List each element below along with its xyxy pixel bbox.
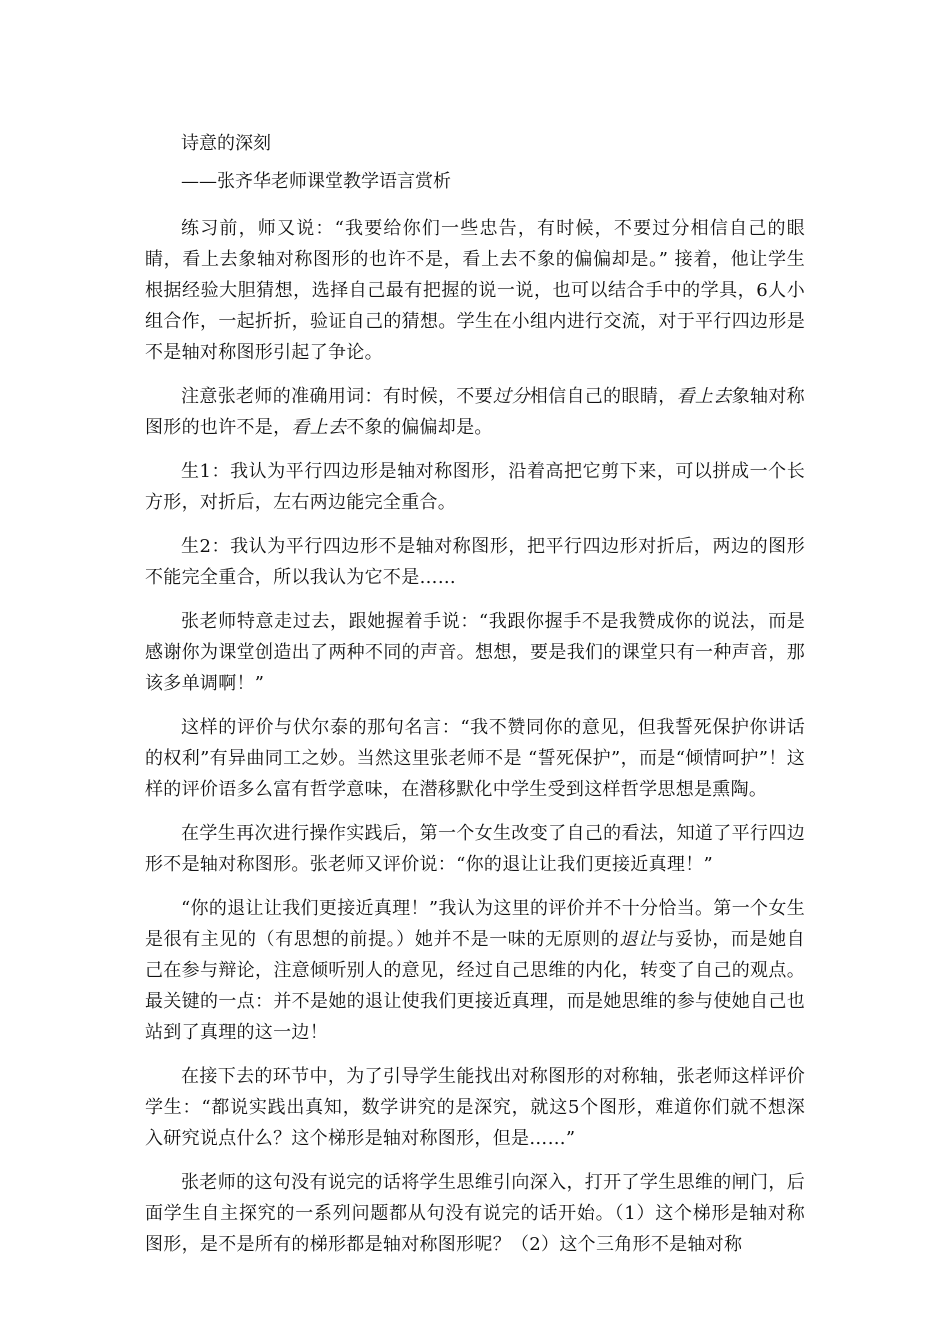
document-page [145, 120, 805, 1260]
document-title: 诗意的深刻 [181, 133, 271, 154]
paragraph-10: 张老师的这句没有说完的话将学生思维引向深入，打开了学生思维的闸门，后面学生自主探究的一系列问题都从句没有说完的话开始。（1）这个梯形是轴对称图形，是不是所有的梯形都是轴对称图形呢？（2）这个三角形不是轴对称 [145, 1172, 805, 1255]
paragraph-4: 生2：我认为平行四边形不是轴对称图形，把平行四边形对折后，两边的图形不能完全重合，所以我认为它不是…… [145, 536, 805, 588]
paragraph-2-text-1: 注意张老师的准确用词：有时候，不要 [181, 386, 494, 407]
paragraph-6: 这样的评价与伏尔泰的那句名言：“我不赞同你的意见，但我誓死保护你讲话的权利”有异曲同工之妙。当然这里张老师不是 “誓死保护”，而是“倾情呵护”！这样的评价语多么富有哲学意味，在潜移默化中学生受到这样哲学思想是熏陶。 [145, 717, 805, 800]
paragraph-8-emphasis-1: 退让 [619, 929, 657, 950]
paragraph-7: 在学生再次进行操作实践后，第一个女生改变了自己的看法，知道了平行四边形不是轴对称图形。张老师又评价说：“你的退让让我们更接近真理！” [145, 823, 805, 875]
paragraph-2 [145, 381, 805, 443]
paragraph-8 [145, 893, 805, 1048]
paragraph-2-emphasis-1: 过分 [493, 386, 530, 407]
paragraph-5: 张老师特意走过去，跟她握着手说：“我跟你握手不是我赞成你的说法，而是感谢你为课堂创造出了两种不同的声音。想想，要是我们的课堂只有一种声音，那该多单调啊！” [145, 611, 805, 694]
paragraph-8-text-1: “你的退让让我们更接近真理！”我认为这里的评价并不十分恰当。第一个女生是很有主见的（有思想的前提。）她并不是一味的无原则的 [145, 898, 805, 950]
paragraph-2-emphasis-2: 看上去 [676, 386, 732, 407]
paragraph-2-emphasis-3: 看上去 [291, 417, 347, 438]
paragraph-3: 生1：我认为平行四边形是轴对称图形，沿着高把它剪下来，可以拼成一个长方形，对折后，左右两边能完全重合。 [145, 461, 805, 513]
paragraph-9: 在接下去的环节中，为了引导学生能找出对称图形的对称轴，张老师这样评价学生：“都说实践出真知，数学讲究的是深究，就这5个图形，难道你们就不想深入研究说点什么？这个梯形是轴对称图形，但是……” [145, 1066, 805, 1149]
paragraph-2-text-3: 象轴对称图形的也许不是， [145, 386, 805, 438]
paragraph-2-text-4: 不象的偏偏却是。 [346, 417, 493, 438]
document-subtitle: ——张齐华老师课堂教学语言赏析 [181, 171, 451, 192]
paragraph-2-text-2: 相信自己的眼睛， [529, 386, 677, 407]
paragraph-8-text-2: 与妥协，而是她自己在参与辩论，注意倾听别人的意见，经过自己思维的内化，转变了自己的观点。最关键的一点：并不是她的退让使我们更接近真理，而是她思维的参与使她自己也站到了真理的这一边！ [145, 929, 805, 1043]
paragraph-1: 练习前，师又说：“我要给你们一些忠告，有时候，不要过分相信自己的眼睛，看上去象轴对称图形的也许不是，看上去不象的偏偏却是。” 接着，他让学生根据经验大胆猜想，选择自己最有把握的说一说，也可以结合手中的学具，6人小组合作，一起折折，验证自己的猜想。学生在小组内进行交流，对于平行四边形是不是轴对称图形引起了争论。 [145, 218, 805, 363]
